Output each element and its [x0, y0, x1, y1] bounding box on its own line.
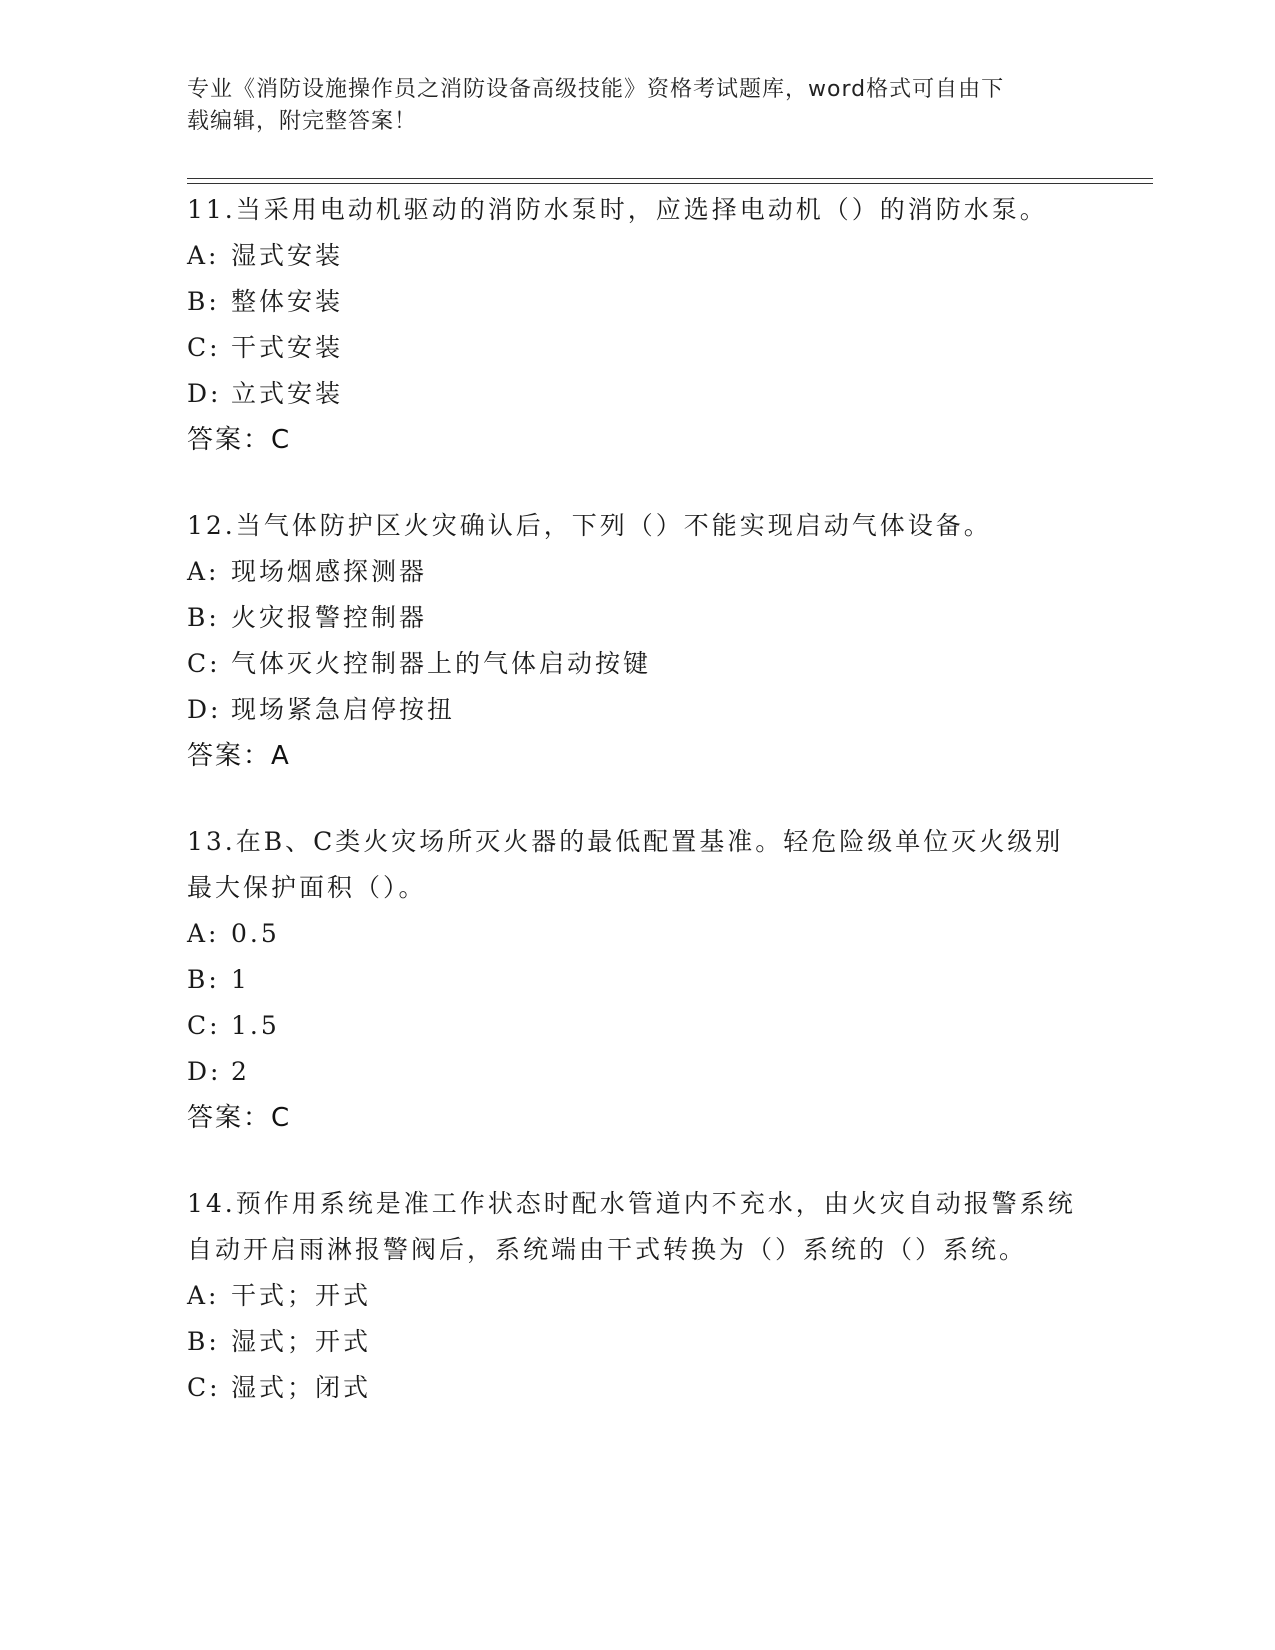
- option-key: C:: [187, 1011, 221, 1040]
- answer-line: 答案：A: [187, 741, 291, 771]
- option-text: 0.5: [231, 919, 280, 948]
- option-text: 立式安装: [231, 379, 344, 408]
- question-stem: 11.当采用电动机驱动的消防水泵时，应选择电动机（）的消防水泵。: [187, 195, 1048, 224]
- option-d: [187, 1049, 1087, 1095]
- option-a: [187, 911, 1087, 957]
- option-key: C:: [187, 649, 221, 678]
- option-key: B:: [187, 1327, 220, 1356]
- option-key: A:: [187, 241, 220, 270]
- question-stem: 13.在B、C类火灾场所灭火器的最低配置基准。轻危险级单位灭火级别最大保护面积（）。: [187, 827, 1064, 902]
- option-d: [187, 371, 1087, 417]
- option-text: 现场紧急启停按扭: [231, 695, 456, 724]
- option-a: [187, 1273, 1087, 1319]
- option-text: 火灾报警控制器: [231, 603, 428, 632]
- option-text: 2: [231, 1057, 250, 1086]
- option-text: 湿式安装: [231, 241, 344, 270]
- option-a: [187, 233, 1087, 279]
- option-c: [187, 641, 1087, 687]
- option-key: A:: [187, 919, 220, 948]
- option-text: 1.5: [231, 1011, 280, 1040]
- question-13: [187, 819, 1087, 1141]
- question-stem: 12.当气体防护区火灾确认后，下列（）不能实现启动气体设备。: [187, 511, 992, 540]
- option-c: [187, 1003, 1087, 1049]
- option-key: A:: [187, 557, 220, 586]
- header-divider-top: [187, 178, 1153, 179]
- option-key: D:: [187, 1057, 222, 1086]
- question-11: [187, 187, 1087, 463]
- option-b: [187, 595, 1087, 641]
- option-text: 干式安装: [231, 333, 344, 362]
- option-key: B:: [187, 965, 220, 994]
- answer-line: 答案：C: [187, 425, 292, 455]
- answer-line: 答案：C: [187, 1103, 292, 1133]
- option-key: C:: [187, 333, 221, 362]
- option-text: 气体灭火控制器上的气体启动按键: [231, 649, 652, 678]
- option-a: [187, 549, 1087, 595]
- document-header: [187, 74, 1067, 138]
- option-b: [187, 279, 1087, 325]
- option-key: B:: [187, 603, 220, 632]
- question-12: [187, 503, 1087, 779]
- option-key: C:: [187, 1373, 221, 1402]
- question-list: [187, 187, 1087, 1451]
- option-c: [187, 325, 1087, 371]
- option-key: A:: [187, 1281, 220, 1310]
- question-stem: 14.预作用系统是准工作状态时配水管道内不充水，由火灾自动报警系统自动开启雨淋报警阀后，系统端由干式转换为（）系统的（）系统。: [187, 1189, 1076, 1264]
- question-14: [187, 1181, 1087, 1411]
- option-text: 湿式；闭式: [231, 1373, 372, 1402]
- option-text: 整体安装: [231, 287, 344, 316]
- option-key: B:: [187, 287, 220, 316]
- header-line-2: 载编辑，附完整答案！: [187, 109, 418, 134]
- option-c: [187, 1365, 1087, 1411]
- option-b: [187, 1319, 1087, 1365]
- option-key: D:: [187, 379, 222, 408]
- option-text: 1: [231, 965, 250, 994]
- option-text: 干式；开式: [231, 1281, 372, 1310]
- option-key: D:: [187, 695, 222, 724]
- option-text: 湿式；开式: [231, 1327, 372, 1356]
- header-divider-bottom: [187, 183, 1153, 184]
- option-d: [187, 687, 1087, 733]
- option-b: [187, 957, 1087, 1003]
- option-text: 现场烟感探测器: [231, 557, 428, 586]
- header-line-1: 专业《消防设施操作员之消防设备高级技能》资格考试题库，word格式可自由下: [187, 77, 1005, 102]
